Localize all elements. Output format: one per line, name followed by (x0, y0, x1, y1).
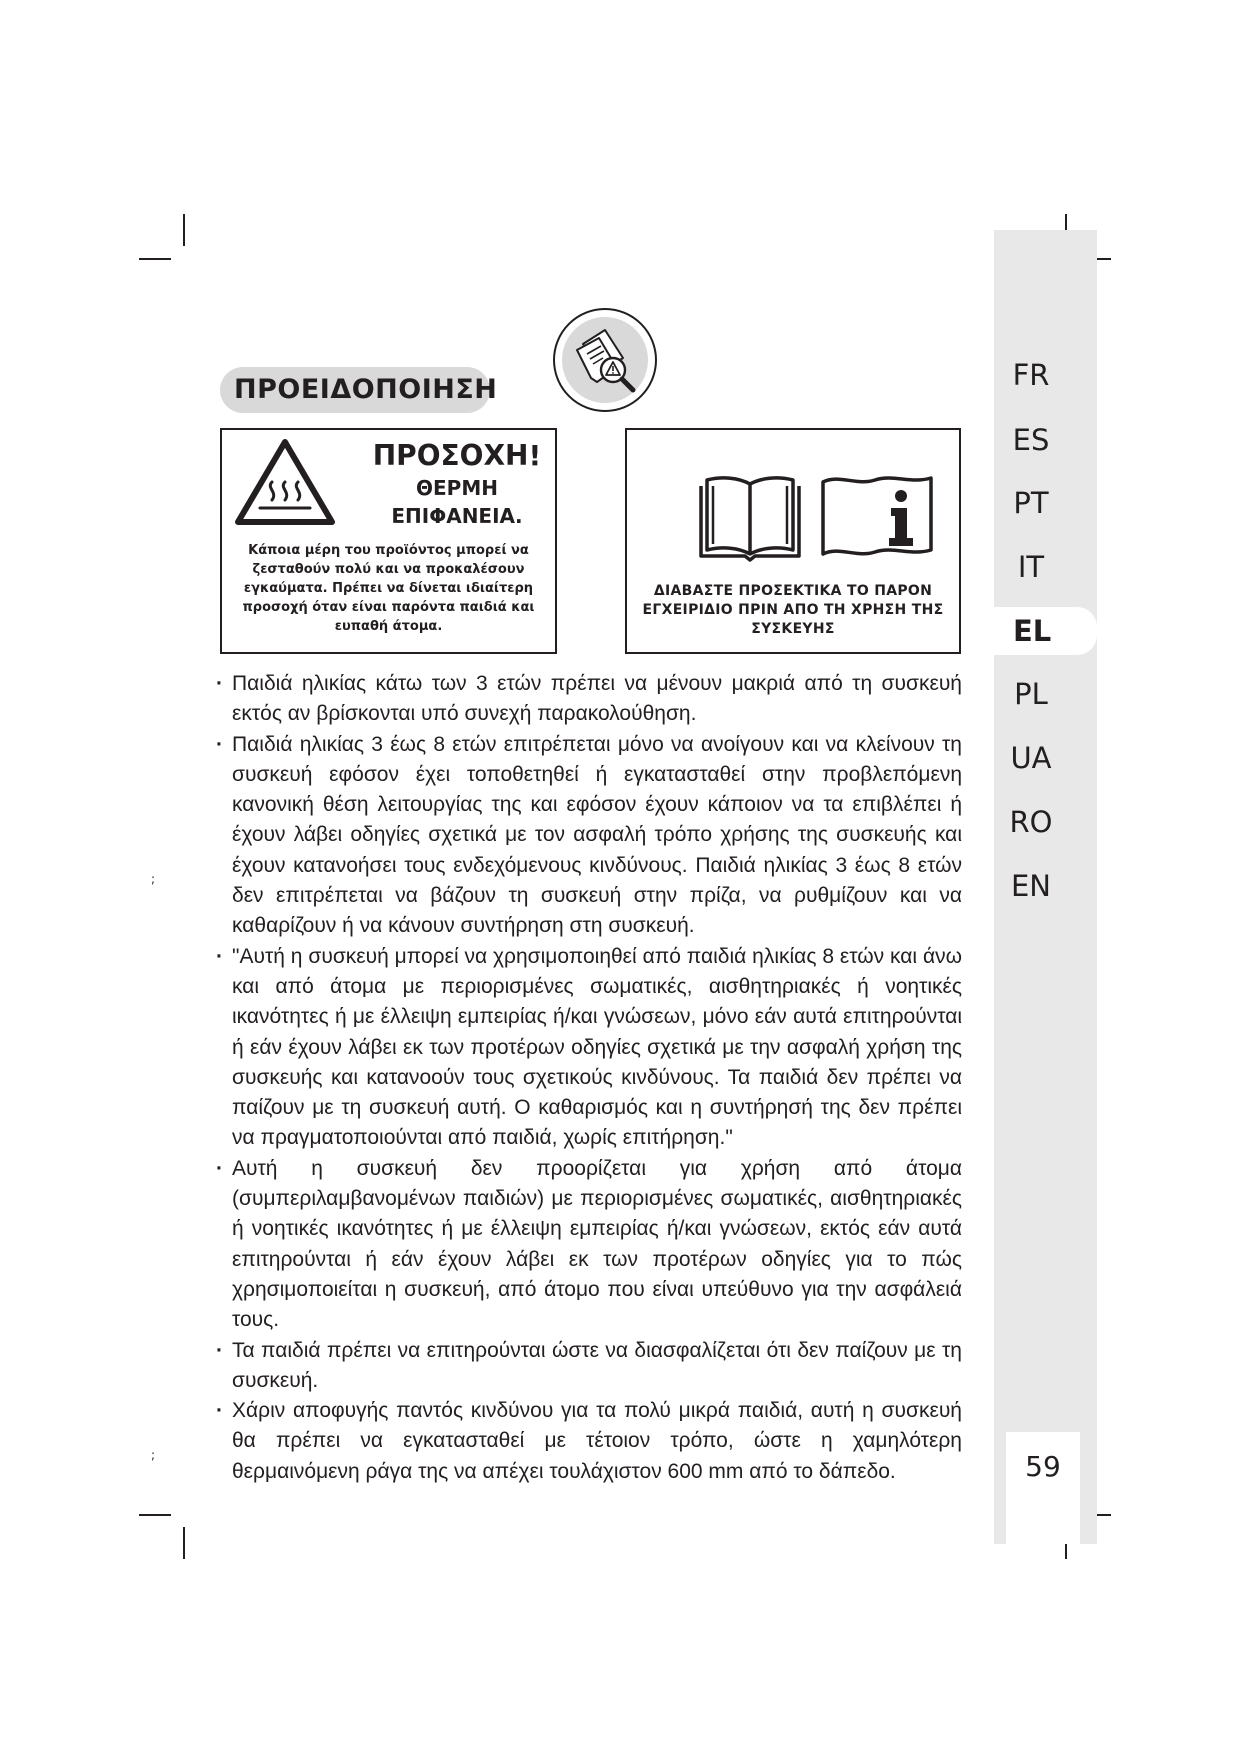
safety-bullet: · Χάριν αποφυγής παντός κινδύνου για τα πολύ μικρά παιδιά, αυτή η συσκευή θα πρέπει να εγκατασταθεί με τέτοιον τρόπο, ώστε η χαμηλότερη θερμαινόμενη ράγα της να απέχει τουλάχιστον 600 mm από το δάπεδο. (218, 1396, 962, 1487)
warning-subtitle-line1: ΘΕΡΜΗ (416, 476, 498, 500)
safety-bullet: · Παιδιά ηλικίας κάτω των 3 ετών πρέπει να μένουν μακριά από τη συσκευή εκτός αν βρίσκονται υπό συνεχή παρακολούθηση. (218, 669, 962, 730)
safety-bullet: · Τα παιδιά πρέπει να επιτηρούνται ώστε να διασφαλίζεται ότι δεν παίζουν με τη συσκευή. (218, 1336, 962, 1397)
info-leaflet-icon (819, 472, 935, 562)
language-tab-es[interactable]: ES (1012, 423, 1050, 457)
hot-surface-warning-box (220, 428, 557, 654)
language-tab-ro[interactable]: RO (1009, 805, 1053, 839)
read-manual-text: ΔΙΑΒΑΣΤΕ ΠΡΟΣΕΚΤΙΚΑ ΤΟ ΠΑΡΟΝ ΕΓΧΕΙΡΙΔΙΟ ΠΡΙΝ ΑΠΟ ΤΗ ΧΡΗΣΗ ΤΗΣ ΣΥΣΚΕΥΗΣ (642, 583, 944, 637)
crop-mark (139, 258, 171, 260)
crop-mark (183, 214, 185, 246)
warning-text: Κάποια μέρη του προϊόντος μπορεί να ζεσταθούν πολύ και να προκαλέσουν εγκαύματα. Πρέπει να δίνεται ιδιαίτερη προσοχή όταν είναι παρόντα παιδιά και ευπαθή άτομα. (242, 543, 535, 634)
open-book-icon (695, 472, 805, 564)
language-tab-pl[interactable]: PL (1014, 677, 1048, 711)
page-title: ΠΡΟΕΙΔΟΠΟΙΗΣΗ (220, 367, 490, 413)
language-tab-fr[interactable]: FR (1012, 358, 1050, 392)
crop-mark (139, 1514, 171, 1516)
warning-subtitle-line2: ΕΠΙΦΑΝΕΙΑ. (391, 504, 523, 528)
language-tab-en[interactable]: EN (1010, 869, 1052, 903)
page-number: 59 (1006, 1432, 1080, 1544)
safety-bullet: · Αυτή η συσκευή δεν προορίζεται για χρήση από άτομα (συμπεριλαμβανομένων παιδιών) με περιορισμένες σωματικές, αισθητηριακές ή νοητικές ικανότητες ή με έλλειψη εμπειρίας ή/και γνώσεων, εκτός εάν αυτά επιτηρούνται ή εάν έχουν λάβει εκ των προτέρων οδηγίες για το πώς χρησιμοποιείται η συσκευή, από άτομο που είναι υπεύθυνο για την ασφάλειά τους. (218, 1154, 962, 1336)
language-tab-pt[interactable]: PT (1013, 486, 1049, 520)
hot-surface-warning-icon (232, 436, 338, 530)
read-manual-box (625, 428, 961, 654)
crop-mark (183, 1527, 185, 1559)
safety-bullet: · "Αυτή η συσκευή μπορεί να χρησιμοποιηθεί από παιδιά ηλικίας 8 ετών και άνω και από άτομα με περιορισμένες σωματικές, αισθητηριακές ή νοητικές ικανότητες ή με έλλειψη εμπειρίας ή/και γνώσεων, μόνο εάν αυτά επιτηρούνται ή εάν έχουν λάβει εκ των προτέρων οδηγίες σχετικά με την ασφαλή χρήση της συσκευής και κατανοούν τους σχετικούς κινδύνους. Τα παιδιά δεν πρέπει να παίζουν με τη συσκευή αυτή. Ο καθαρισμός και η συντήρησή της δεν πρέπει να πραγματοποιούνται από παιδιά, χωρίς επιτήρηση." (218, 942, 962, 1154)
language-tab-it[interactable]: IT (1017, 550, 1045, 584)
document-warning-magnifier-icon (553, 308, 657, 412)
safety-bullet: · Παιδιά ηλικίας 3 έως 8 ετών επιτρέπεται μόνο να ανοίγουν και να κλείνουν τη συσκευή εφόσον έχει τοποθετηθεί ή εγκατασταθεί στην προβλεπόμενη κανονική θέση λειτουργίας της και εφόσον έχουν κάποιον να τα επιβλέπει ή έχουν λάβει οδηγίες σχετικά με τον ασφαλή τρόπο χρήσης της συσκευής και έχουν κατανοήσει τους ενδεχόμενους κινδύνους. Παιδιά ηλικίας 3 έως 8 ετών δεν επιτρέπεται να βάζουν τη συσκευή στην πρίζα, να ρυθμίζουν και να καθαρίζουν ή να κάνουν συντήρηση στη συσκευή. (218, 730, 962, 942)
language-tab-el[interactable]: EL (994, 607, 1097, 655)
warning-title: ΠΡΟΣΟΧΗ! (372, 439, 542, 472)
safety-bullet-list (218, 669, 962, 1487)
warning-subtitle (367, 474, 547, 530)
language-tab-ua[interactable]: UA (1010, 741, 1052, 775)
registration-dot: ; (151, 1448, 156, 1462)
registration-dot: ; (151, 872, 156, 886)
